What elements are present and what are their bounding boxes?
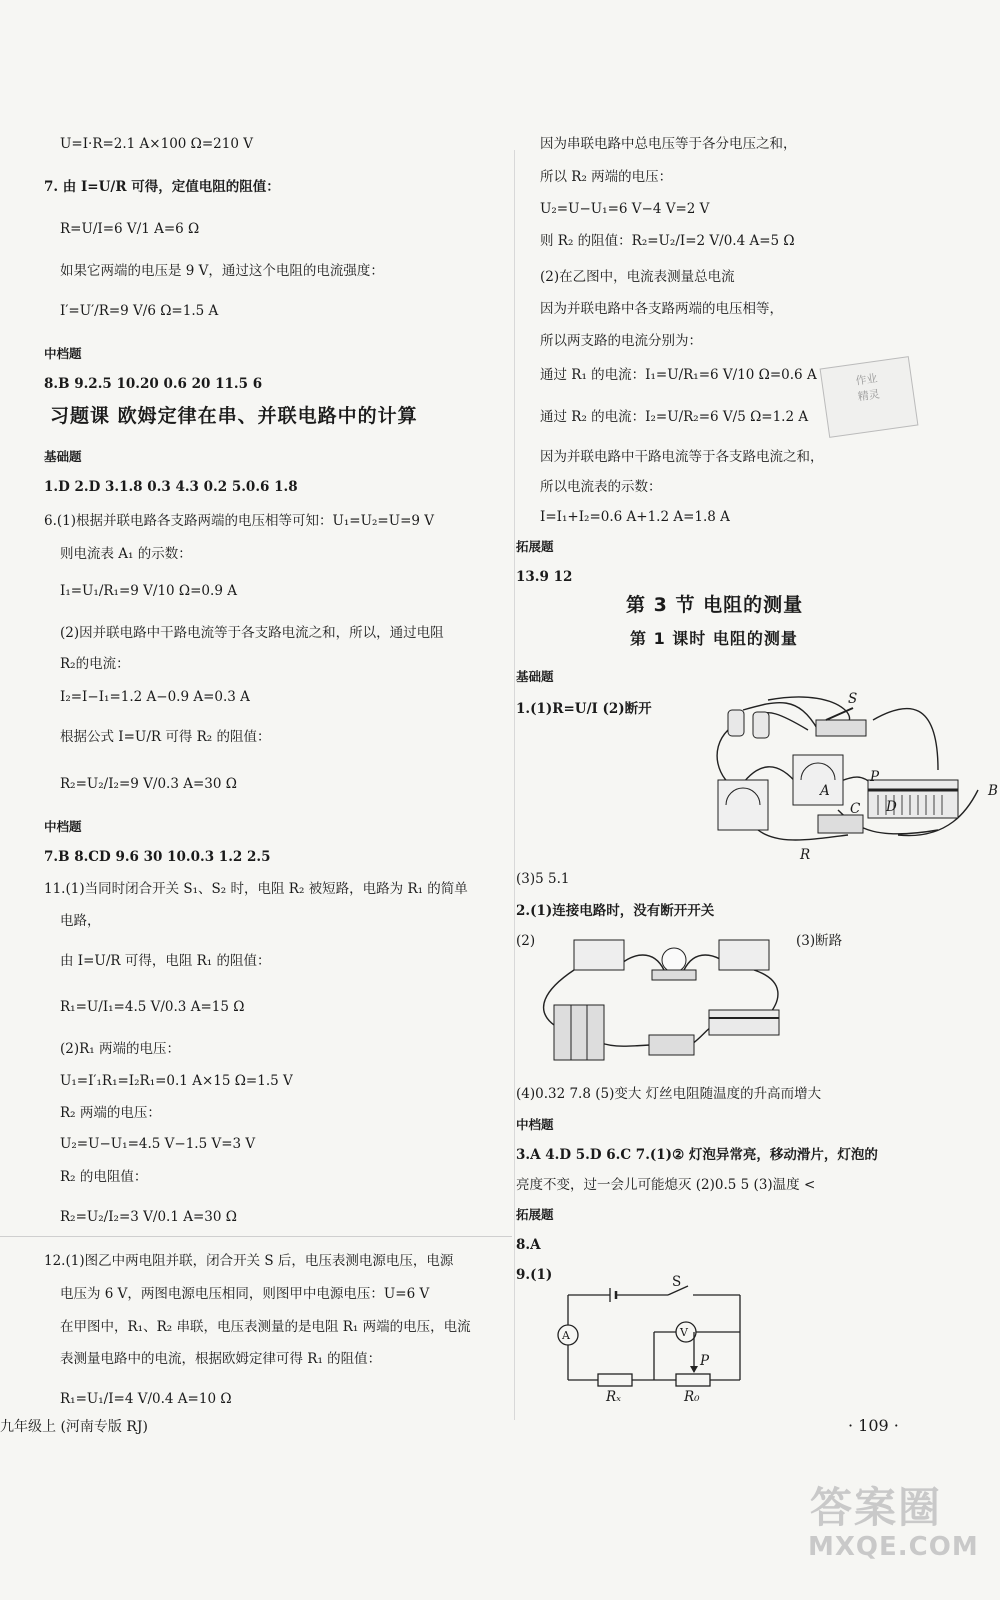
formula: U₂=U−U₁=6 V−4 V=2 V: [540, 201, 710, 217]
section-label-mid: 中档题: [44, 819, 82, 834]
section-label-mid: 中档题: [516, 1117, 554, 1132]
circuit-schematic-figure: [548, 1270, 768, 1405]
formula: I=I₁+I₂=0.6 A+1.2 A=1.8 A: [540, 509, 730, 525]
figure-label-b: B: [988, 783, 998, 799]
text-line: U=I·R=2.1 A×100 Ω=210 V: [60, 136, 253, 152]
text-line: 由 I=U/R 可得，电阻 R₁ 的阻值：: [60, 953, 271, 969]
text-line: 因为并联电路中干路电流等于各支路电流之和，: [540, 449, 824, 465]
section-label-ext: 拓展题: [516, 539, 554, 554]
answers-7-10: 7.B 8.CD 9.6 30 10.0.3 1.2 2.5: [44, 849, 271, 865]
text-line: R₂ 的电阻值：: [60, 1169, 148, 1185]
answer-1-3: (3)5 5.1: [516, 871, 570, 887]
section-label-mid: 中档题: [44, 346, 82, 361]
formula: R₁=U₁/I=4 V/0.4 A=10 Ω: [60, 1391, 232, 1407]
formula: U₁=I′₁R₁=I₂R₁=0.1 A×15 Ω=1.5 V: [60, 1073, 293, 1089]
answer-8: 8.A: [516, 1237, 541, 1253]
question-6: 6.(1)根据并联电路各支路两端的电压相等可知：U₁=U₂=U=9 V: [44, 513, 435, 529]
text-line: 所以两支路的电流分别为：: [540, 333, 702, 349]
answer-2-4-5: (4)0.32 7.8 (5)变大 灯丝电阻随温度的升高而增大: [516, 1086, 822, 1102]
formula: R₂=U₂/I₂=3 V/0.1 A=30 Ω: [60, 1209, 237, 1225]
question-1: 1.(1)R=U/I (2)断开: [516, 701, 652, 717]
schematic-label-voltmeter: V: [680, 1326, 688, 1339]
figure-label-p: P: [870, 769, 880, 785]
text-line: 电压为 6 V，两图电源电压相同，则图甲中电源电压：U=6 V: [60, 1286, 430, 1302]
text-line: 电路，: [60, 913, 101, 929]
formula: R=U/I=6 V/1 A=6 Ω: [60, 221, 200, 237]
schematic-label-p: P: [700, 1353, 710, 1369]
schematic-label-s: S: [672, 1274, 682, 1290]
formula: I′=U′/R=9 V/6 Ω=1.5 A: [60, 303, 219, 319]
formula: 则 R₂ 的阻值：R₂=U₂/I=2 V/0.4 A=5 Ω: [540, 233, 795, 249]
section-label-ext: 拓展题: [516, 1207, 554, 1222]
figure-label-s: S: [848, 691, 858, 707]
question-2-part: (3)断路: [796, 933, 843, 949]
answers-3-7: 3.A 4.D 5.D 6.C 7.(1)② 灯泡异常亮，移动滑片，灯泡的: [516, 1147, 878, 1163]
section-title: 第 3 节 电阻的测量: [626, 594, 804, 616]
formula: R₁=U/I₁=4.5 V/0.3 A=15 Ω: [60, 999, 245, 1015]
lesson-title: 习题课 欧姆定律在串、并联电路中的计算: [50, 405, 418, 427]
text-line: (2)因并联电路中干路电流等于各支路电流之和，所以，通过电阻: [60, 625, 444, 641]
circuit-lamp-figure: [534, 930, 794, 1080]
formula: I₂=I−I₁=1.2 A−0.9 A=0.3 A: [60, 689, 250, 705]
column-divider: [514, 150, 515, 1420]
text-line: 则电流表 A₁ 的示数：: [60, 546, 192, 562]
formula: I₁=U₁/R₁=9 V/10 Ω=0.9 A: [60, 583, 237, 599]
text-line: 因为串联电路中总电压等于各分电压之和，: [540, 136, 797, 152]
section-rule: [0, 1236, 512, 1237]
answers-1-5: 1.D 2.D 3.1.8 0.3 4.3 0.2 5.0.6 1.8: [44, 479, 298, 495]
text-line: 如果它两端的电压是 9 V，通过这个电阻的电流强度：: [60, 263, 384, 279]
watermark-logo: 答案圈: [810, 1483, 943, 1532]
formula: 通过 R₂ 的电流：I₂=U/R₂=6 V/5 Ω=1.2 A: [540, 409, 809, 425]
text-line: (2)在乙图中，电流表测量总电流: [540, 269, 735, 285]
section-label-basic: 基础题: [516, 669, 554, 684]
schematic-label-rx: Rₓ: [606, 1389, 621, 1405]
text-line: 所以 R₂ 两端的电压：: [540, 169, 673, 185]
question-7: 7. 由 I=U/R 可得，定值电阻的阻值：: [44, 179, 280, 195]
answer-13: 13.9 12: [516, 569, 573, 585]
question-11: 11.(1)当同时闭合开关 S₁、S₂ 时，电阻 R₂ 被短路，电路为 R₁ 的简单: [44, 881, 468, 897]
text-line: R₂ 两端的电压：: [60, 1105, 161, 1121]
page-number: · 109 ·: [848, 1416, 899, 1435]
question-9: 9.(1): [516, 1267, 553, 1283]
text-line: 表测量电路中的电流，根据欧姆定律可得 R₁ 的阻值：: [60, 1351, 382, 1367]
footer-grade-label: 九年级上 (河南专版 RJ): [0, 1419, 148, 1435]
schematic-label-ammeter: A: [562, 1329, 570, 1342]
formula: 通过 R₁ 的电流：I₁=U/R₁=6 V/10 Ω=0.6 A: [540, 367, 817, 383]
answers-8-11: 8.B 9.2.5 10.20 0.6 20 11.5 6: [44, 376, 263, 392]
watermark-url: MXQE.COM: [808, 1532, 979, 1562]
figure-label-r: R: [800, 847, 811, 863]
text-line: 所以电流表的示数：: [540, 479, 662, 495]
figure-label-d: D: [886, 799, 897, 815]
stamp-logo: 作业 精灵: [820, 356, 919, 438]
formula: R₂=U₂/I₂=9 V/0.3 A=30 Ω: [60, 776, 237, 792]
text-line: R₂的电流：: [60, 656, 130, 672]
section-label-basic: 基础题: [44, 449, 82, 464]
text-line: 因为并联电路中各支路两端的电压相等，: [540, 301, 783, 317]
text-line: 在甲图中，R₁、R₂ 串联，电压表测量的是电阻 R₁ 两端的电压，电流: [60, 1319, 471, 1335]
lesson-title: 第 1 课时 电阻的测量: [630, 629, 798, 648]
text-line: 根据公式 I=U/R 可得 R₂ 的阻值：: [60, 729, 271, 745]
schematic-label-r0: R₀: [684, 1389, 700, 1405]
answers-3-7-cont: 亮度不变，过一会儿可能熄灭 (2)0.5 5 (3)温度 <: [516, 1177, 816, 1193]
formula: U₂=U−U₁=4.5 V−1.5 V=3 V: [60, 1136, 256, 1152]
question-12: 12.(1)图乙中两电阻并联，闭合开关 S 后，电压表测电源电压，电源: [44, 1253, 454, 1269]
figure-label-c: C: [850, 801, 861, 817]
text-line: (2)R₁ 两端的电压：: [60, 1041, 180, 1057]
question-2-part: (2): [516, 933, 536, 949]
circuit-apparatus-figure: [698, 690, 1000, 860]
figure-label-a: A: [820, 783, 830, 799]
question-2: 2.(1)连接电路时，没有断开开关: [516, 903, 715, 919]
